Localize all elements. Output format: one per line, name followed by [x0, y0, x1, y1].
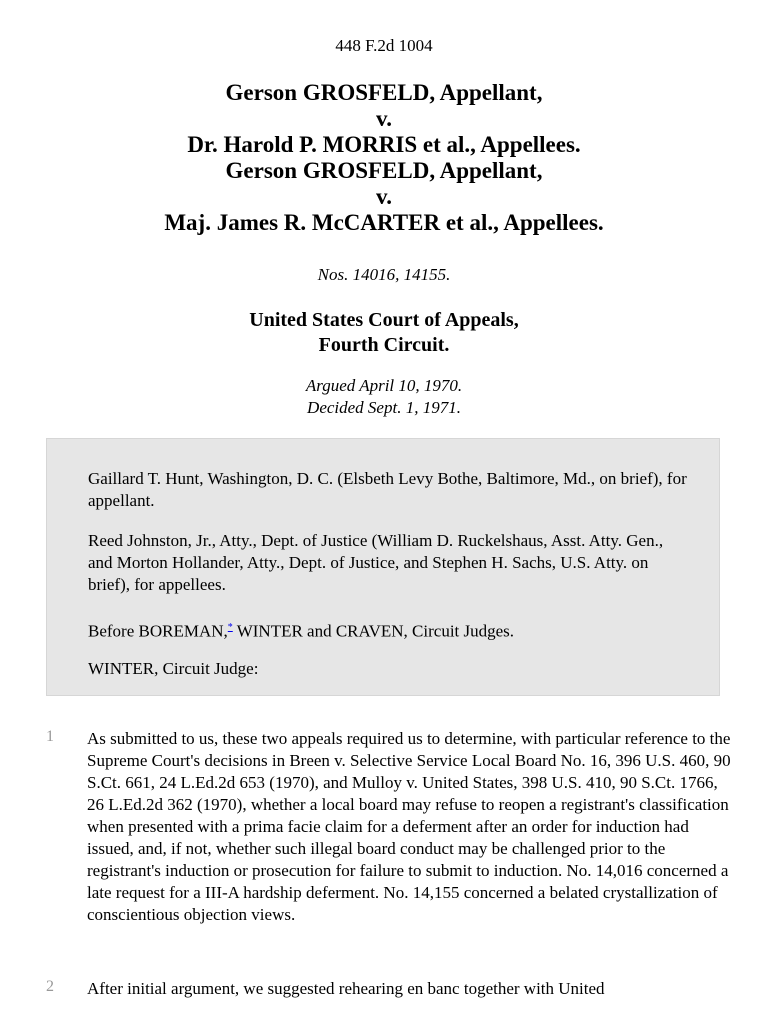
footnote-link[interactable]: *	[227, 622, 233, 633]
paragraph-text: As submitted to us, these two appeals required us to determine, with particular reference to the Supreme Court's decisions in Breen v. Selective Service Local Board No. 16, 396 U.S. 460, 90 S.Ct. 661, 24 L.Ed.2d 653 (1970), and Mulloy v. United States, 398 U.S. 410, 90 S.Ct. 1766, 26 L.Ed.2d 362 (1970), whether a local board may refuse to reopen a registrant's classification when presented with a prima facie claim for a deferment after an order for induction had issued, and, if not, whether such illegal board conduct may be challenged prior to the registrant's induction or prosecution for failure to submit to induction. No. 14,016 concerned a late request for a III-A hardship deferment. No. 14,155 concerned a belated crystallization of conscientious objection views.	[87, 729, 731, 924]
caption-line: Gerson GROSFELD, Appellant,	[225, 80, 543, 105]
argued-date: Argued April 10, 1970.	[305, 376, 463, 395]
judges-after-text: WINTER and CRAVEN, Circuit Judges.	[232, 621, 515, 641]
decided-date: Decided Sept. 1, 1971.	[307, 398, 461, 417]
caption-line: Dr. Harold P. MORRIS et al., Appellees.	[187, 132, 581, 157]
caption-line: Maj. James R. McCARTER et al., Appellees.	[164, 210, 604, 235]
appellees-counsel: Reed Johnston, Jr., Atty., Dept. of Justice (William D. Ruckelshaus, Asst. Atty. Gen., and Morton Hollander, Atty., Dept. of Justice, and Stephen H. Sachs, U.S. Atty. on brief), for appellees.	[88, 531, 664, 594]
case-citation: 448 F.2d 1004	[335, 36, 433, 55]
court-name	[0, 308, 768, 358]
counsel-panel	[46, 438, 720, 696]
paragraph-number: 1	[46, 728, 54, 745]
judges-before-text: Before BOREMAN,	[88, 621, 228, 641]
caption-line: v.	[376, 184, 392, 209]
court-name-line: United States Court of Appeals,	[249, 309, 519, 331]
court-name-line: Fourth Circuit.	[318, 334, 450, 356]
panel-judges	[88, 617, 688, 643]
case-caption	[0, 80, 768, 236]
case-dates	[0, 375, 768, 419]
appellant-counsel: Gaillard T. Hunt, Washington, D. C. (Elsbeth Levy Bothe, Baltimore, Md., on brief), for appellant.	[88, 469, 687, 510]
caption-line: Gerson GROSFELD, Appellant,	[225, 158, 543, 183]
paragraph-text: After initial argument, we suggested rehearing en banc together with United	[87, 979, 605, 998]
docket-numbers: Nos. 14016, 14155.	[317, 265, 451, 284]
paragraph-number: 2	[46, 978, 54, 995]
caption-line: v.	[376, 106, 392, 131]
opinion-author: WINTER, Circuit Judge:	[88, 659, 259, 678]
